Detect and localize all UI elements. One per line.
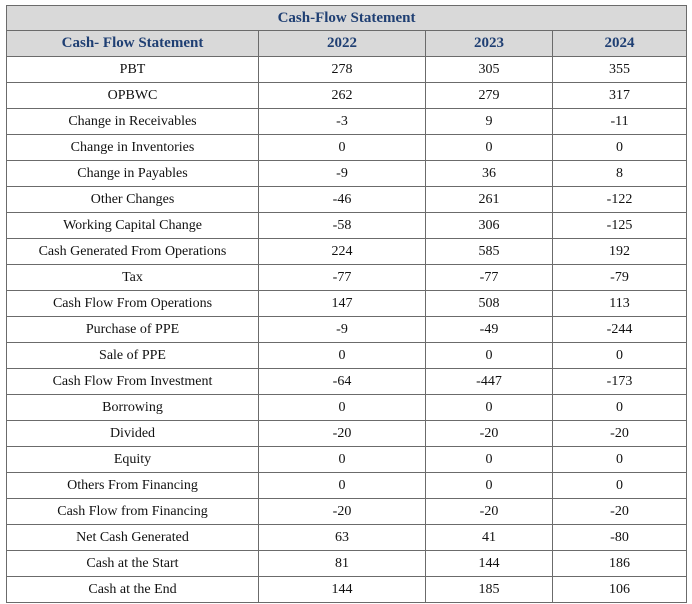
row-label: Equity (7, 447, 259, 473)
table-row (7, 109, 687, 135)
value-cell-2024: -244 (553, 317, 687, 343)
value-cell-2022: 147 (259, 291, 426, 317)
row-label: Cash Flow From Operations (7, 291, 259, 317)
value-cell-2024: 317 (553, 83, 687, 109)
table-title: Cash-Flow Statement (7, 6, 687, 31)
value-cell-2022: -64 (259, 369, 426, 395)
row-label: Tax (7, 265, 259, 291)
value-cell-2022: -58 (259, 213, 426, 239)
table-row (7, 187, 687, 213)
table-row (7, 135, 687, 161)
row-label: Cash Flow From Investment (7, 369, 259, 395)
value-cell-2023: 305 (426, 57, 553, 83)
value-cell-2022: 0 (259, 343, 426, 369)
value-cell-2024: -173 (553, 369, 687, 395)
table-row (7, 525, 687, 551)
column-header-2023: 2023 (426, 31, 553, 57)
row-label: Divided (7, 421, 259, 447)
row-label: Change in Payables (7, 161, 259, 187)
row-label: Others From Financing (7, 473, 259, 499)
table-row (7, 265, 687, 291)
value-cell-2022: 278 (259, 57, 426, 83)
header-row (7, 31, 687, 57)
value-cell-2022: 81 (259, 551, 426, 577)
value-cell-2024: 0 (553, 473, 687, 499)
title-row (7, 6, 687, 31)
value-cell-2023: -447 (426, 369, 553, 395)
value-cell-2022: -77 (259, 265, 426, 291)
row-label: Change in Receivables (7, 109, 259, 135)
value-cell-2023: 9 (426, 109, 553, 135)
value-cell-2022: -46 (259, 187, 426, 213)
value-cell-2023: 0 (426, 473, 553, 499)
column-header-label: Cash- Flow Statement (7, 31, 259, 57)
value-cell-2024: -122 (553, 187, 687, 213)
row-label: Borrowing (7, 395, 259, 421)
value-cell-2023: -20 (426, 421, 553, 447)
table-row (7, 369, 687, 395)
column-header-2022: 2022 (259, 31, 426, 57)
table-body (7, 57, 687, 603)
value-cell-2022: 0 (259, 135, 426, 161)
value-cell-2022: -20 (259, 499, 426, 525)
value-cell-2024: 0 (553, 343, 687, 369)
row-label: Net Cash Generated (7, 525, 259, 551)
value-cell-2022: -3 (259, 109, 426, 135)
table-row (7, 57, 687, 83)
table-row (7, 83, 687, 109)
value-cell-2022: 0 (259, 395, 426, 421)
value-cell-2023: 0 (426, 343, 553, 369)
table-row (7, 577, 687, 603)
row-label: Other Changes (7, 187, 259, 213)
value-cell-2024: 106 (553, 577, 687, 603)
value-cell-2022: -9 (259, 317, 426, 343)
value-cell-2023: 0 (426, 135, 553, 161)
value-cell-2022: 63 (259, 525, 426, 551)
row-label: Cash at the Start (7, 551, 259, 577)
table-row (7, 213, 687, 239)
table-row (7, 239, 687, 265)
value-cell-2024: 113 (553, 291, 687, 317)
row-label: OPBWC (7, 83, 259, 109)
table-row (7, 551, 687, 577)
value-cell-2023: 261 (426, 187, 553, 213)
value-cell-2024: 0 (553, 447, 687, 473)
value-cell-2023: 144 (426, 551, 553, 577)
value-cell-2024: -20 (553, 421, 687, 447)
value-cell-2023: 41 (426, 525, 553, 551)
row-label: Sale of PPE (7, 343, 259, 369)
value-cell-2022: 0 (259, 447, 426, 473)
row-label: Change in Inventories (7, 135, 259, 161)
row-label: Cash Generated From Operations (7, 239, 259, 265)
value-cell-2022: -9 (259, 161, 426, 187)
value-cell-2024: 0 (553, 135, 687, 161)
value-cell-2024: 8 (553, 161, 687, 187)
table-row (7, 161, 687, 187)
table-row (7, 421, 687, 447)
column-header-2024: 2024 (553, 31, 687, 57)
table-row (7, 447, 687, 473)
table-row (7, 499, 687, 525)
value-cell-2024: -79 (553, 265, 687, 291)
value-cell-2024: -80 (553, 525, 687, 551)
row-label: Purchase of PPE (7, 317, 259, 343)
value-cell-2023: -77 (426, 265, 553, 291)
value-cell-2024: 192 (553, 239, 687, 265)
table-row (7, 343, 687, 369)
value-cell-2022: 0 (259, 473, 426, 499)
table-row (7, 473, 687, 499)
row-label: Working Capital Change (7, 213, 259, 239)
cash-flow-table (6, 5, 687, 603)
value-cell-2022: 224 (259, 239, 426, 265)
value-cell-2023: 279 (426, 83, 553, 109)
row-label: Cash at the End (7, 577, 259, 603)
value-cell-2023: -49 (426, 317, 553, 343)
row-label: PBT (7, 57, 259, 83)
row-label: Cash Flow from Financing (7, 499, 259, 525)
value-cell-2024: -125 (553, 213, 687, 239)
value-cell-2023: 585 (426, 239, 553, 265)
value-cell-2023: 36 (426, 161, 553, 187)
table-row (7, 317, 687, 343)
value-cell-2022: -20 (259, 421, 426, 447)
cash-flow-sheet (6, 5, 686, 603)
value-cell-2023: 0 (426, 395, 553, 421)
table-row (7, 291, 687, 317)
table-row (7, 395, 687, 421)
value-cell-2023: 185 (426, 577, 553, 603)
value-cell-2024: 186 (553, 551, 687, 577)
value-cell-2024: 0 (553, 395, 687, 421)
value-cell-2024: 355 (553, 57, 687, 83)
value-cell-2022: 262 (259, 83, 426, 109)
value-cell-2024: -11 (553, 109, 687, 135)
value-cell-2023: 508 (426, 291, 553, 317)
value-cell-2022: 144 (259, 577, 426, 603)
value-cell-2023: 0 (426, 447, 553, 473)
value-cell-2024: -20 (553, 499, 687, 525)
value-cell-2023: -20 (426, 499, 553, 525)
value-cell-2023: 306 (426, 213, 553, 239)
